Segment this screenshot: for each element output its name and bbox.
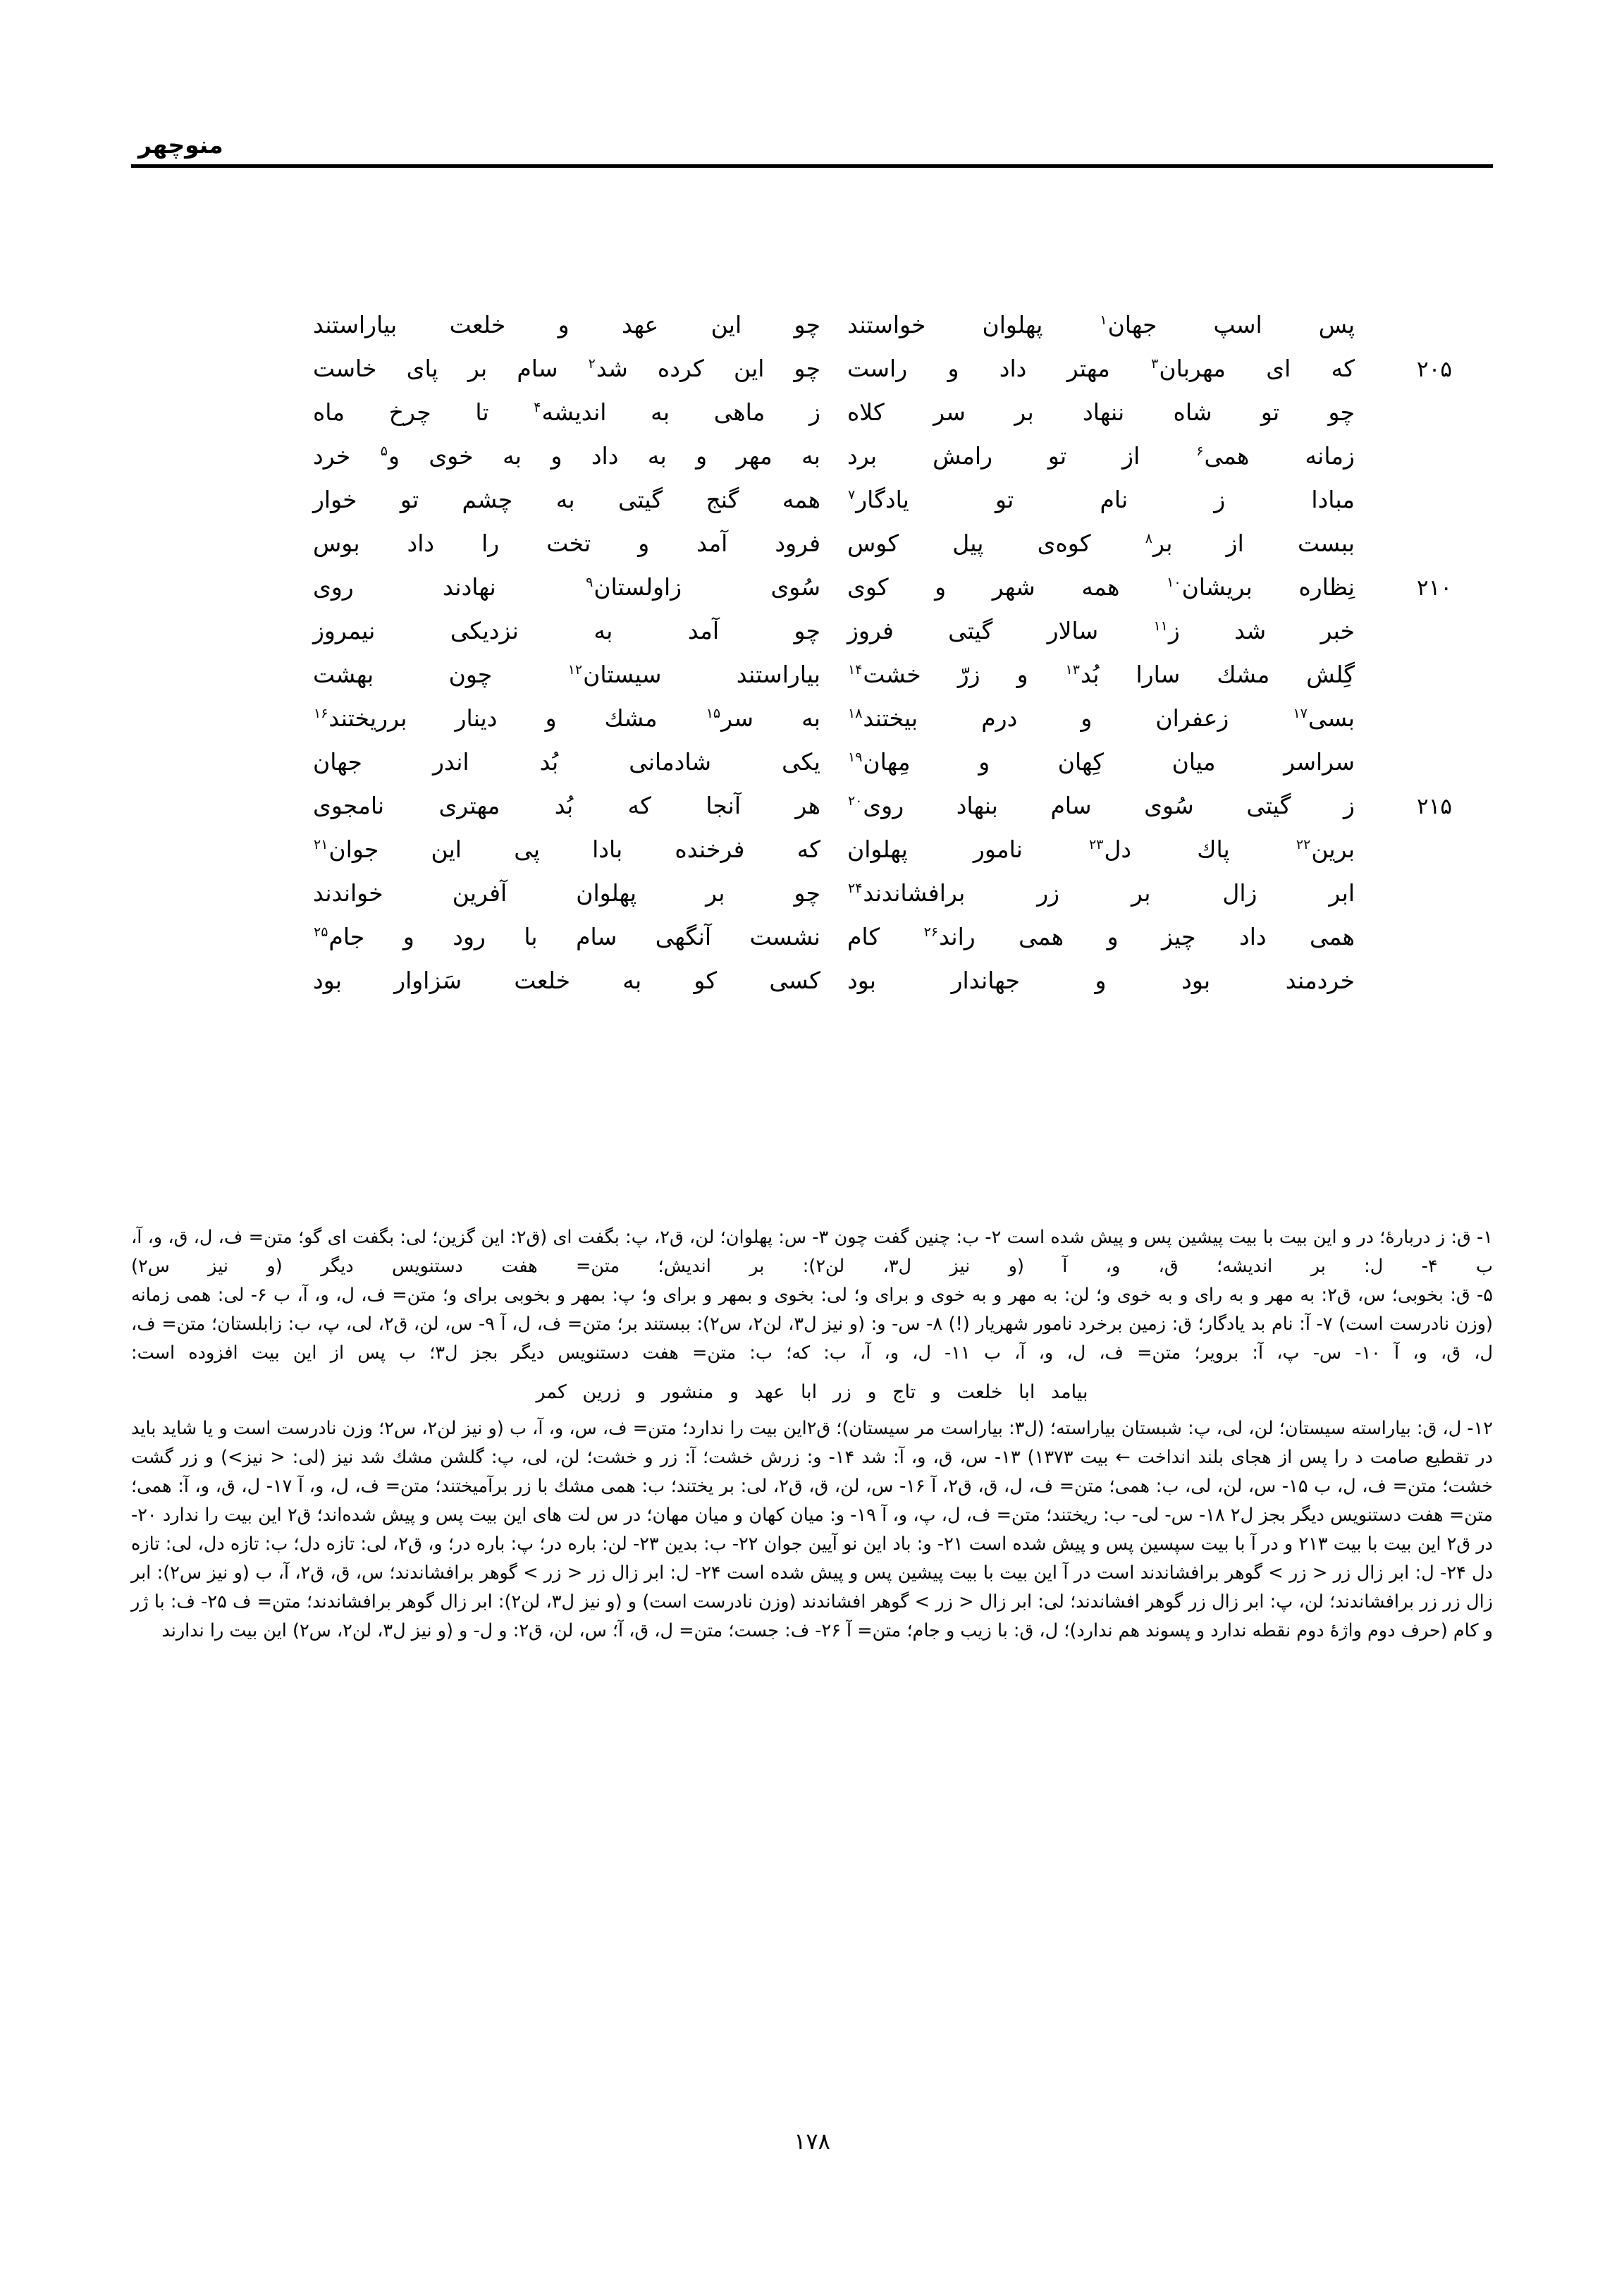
footnote-marker-b: ۲۳ <box>1089 837 1104 852</box>
footnote-marker: ۸ <box>1145 531 1153 546</box>
verse-line <box>211 959 1452 1003</box>
hemistich-left <box>820 740 1355 784</box>
verse-line <box>211 478 1452 522</box>
hemistich-right <box>313 347 820 391</box>
hemistich-left <box>820 871 1355 915</box>
hemistich-text: برین <box>1311 835 1355 863</box>
footnote-marker: ۱ <box>1100 312 1107 328</box>
footnote-marker: ۱۱ <box>1153 618 1168 634</box>
footnote-marker: ۲۲ <box>1296 837 1311 852</box>
verse-line <box>211 522 1452 565</box>
header-rule <box>131 164 1493 168</box>
hemistich-text-cont: سام بر پای خاست <box>313 355 588 382</box>
verse-line <box>211 434 1452 478</box>
hemistich-text: فرود آمد و تخت را داد بوس <box>313 529 820 557</box>
hemistich-right <box>313 565 820 609</box>
hemistich-right <box>313 478 820 522</box>
footnote-marker-end: ۲۱ <box>314 837 328 852</box>
footnote-marker-end: ۱۸ <box>848 706 863 721</box>
hemistich-text-cont: سالار گیتی فروز <box>847 617 1153 644</box>
folio-number: ۱۷۸ <box>794 2128 830 2155</box>
footnote-marker: ۶ <box>1196 443 1204 459</box>
verse-line <box>211 828 1452 871</box>
hemistich-text: ز ماهی به اندیشه <box>541 398 820 426</box>
hemistich-text-cont2: نامور پهلوان <box>847 835 1089 863</box>
hemistich-text: نشست آنگهی سام با رود و جام <box>328 923 820 950</box>
footnote-marker: ۲۶ <box>923 924 939 940</box>
hemistich-text: همه گنج گیتی به چشم تو خوار <box>313 486 820 513</box>
footnote-marker: ۱۲ <box>567 662 583 678</box>
hemistich-text: چو بر پهلوان آفرین خواندند <box>313 879 820 907</box>
hemistich-text-cont: مشك و دینار برریختند <box>328 704 706 732</box>
hemistich-text: همی داد چیز و همی راند <box>939 923 1355 950</box>
footnote-marker-end: ۱۹ <box>848 749 863 765</box>
verse-line <box>211 740 1452 784</box>
hemistich-left <box>820 434 1355 478</box>
hemistich-right <box>313 653 820 697</box>
hemistich-text: چو این عهد و خلعت بیاراستند <box>313 311 820 338</box>
hemistich-left <box>820 609 1355 653</box>
hemistich-left <box>820 303 1355 347</box>
hemistich-right <box>313 959 820 1003</box>
verse-line <box>211 391 1452 434</box>
verse-line <box>211 784 1452 828</box>
hemistich-text: سراسر میان کِهان و مِهان <box>863 748 1355 776</box>
footnote-marker: ۱۰ <box>1167 575 1181 590</box>
hemistich-left <box>820 915 1355 959</box>
hemistich-text-cont: خرد <box>313 442 380 470</box>
hemistich-left <box>820 391 1355 434</box>
hemistich-text-cont: همه شهر و کوی <box>847 573 1167 601</box>
hemistich-left <box>820 653 1355 697</box>
hemistich-text-cont: پهلوان خواستند <box>847 311 1100 338</box>
hemistich-text: ابر زال بر زر برافشاندند <box>863 879 1355 907</box>
footnote-marker: ۵ <box>380 443 388 459</box>
hemistich-left <box>820 478 1355 522</box>
hemistich-left <box>820 959 1355 1003</box>
hemistich-text-cont: کوه‌ی پیل کوس <box>847 529 1145 557</box>
hemistich-right <box>313 871 820 915</box>
hemistich-text-cont: از تو رامش برد <box>847 442 1196 470</box>
hemistich-right <box>313 522 820 565</box>
verse-line <box>211 303 1452 347</box>
hemistich-text: چو تو شاه ننهاد بر سر کلاه <box>847 398 1355 426</box>
hemistich-text: خبر شد ز <box>1168 617 1355 644</box>
hemistich-text: کسی کو به خلعت سَزاوار بود <box>313 967 820 994</box>
hemistich-text-cont: و زرّ خشت <box>863 661 1065 688</box>
running-head-title: منوچهر <box>138 131 223 159</box>
footnote-marker: ۱۵ <box>706 706 721 721</box>
hemistich-text-cont: پاك دل <box>1104 835 1296 863</box>
hemistich-left <box>820 522 1355 565</box>
hemistich-left <box>820 828 1355 871</box>
hemistich-text-cont: مهتر داد و راست <box>847 355 1151 382</box>
hemistich-text-cont: تا چرخ ماه <box>313 398 534 426</box>
hemistich-text: مبادا ز نام تو یادگار <box>856 486 1355 513</box>
hemistich-text: به سر <box>721 704 820 732</box>
hemistich-text: که فرخنده بادا پی این جوان <box>328 835 820 863</box>
hemistich-text: چو این کرده شد <box>596 355 820 382</box>
hemistich-right <box>313 434 820 478</box>
critical-apparatus <box>131 1223 1493 1646</box>
footnote-marker: ۱۳ <box>1065 662 1080 678</box>
hemistich-text-cont: كام <box>847 923 923 950</box>
hemistich-right <box>313 697 820 740</box>
verse-number: ۲۱۰ <box>1417 575 1452 601</box>
verse-block <box>211 303 1452 1003</box>
hemistich-text-cont: چون بهشت <box>313 661 567 688</box>
verse-number: ۲۱۵ <box>1417 794 1452 819</box>
hemistich-text: سُوی زاولستان <box>593 573 820 601</box>
hemistich-text: بیاراستند سیستان <box>583 661 820 688</box>
footnote-marker-end: ۲۴ <box>848 881 863 896</box>
hemistich-text: ببست از بر <box>1153 529 1355 557</box>
hemistich-text: که ای مهربان <box>1159 355 1355 382</box>
verse-line <box>211 653 1452 697</box>
hemistich-text: چو آمد به نزدیکی نیمروز <box>313 617 820 644</box>
verse-line <box>211 565 1452 609</box>
hemistich-left <box>820 565 1355 609</box>
footnote-marker-end: ۲۰ <box>848 793 863 809</box>
hemistich-text: پس اسپ جهان <box>1107 311 1355 338</box>
verse-number: ۲۰۵ <box>1417 357 1452 382</box>
hemistich-text: گِلش مشك سارا بُد <box>1080 661 1355 688</box>
hemistich-text-cont: نهادند روی <box>313 573 586 601</box>
apparatus-paragraph: ۱- ق: ز دربارهٔ؛ در و این بیت با بیت پیشین پس و پیش شده است ۲- ب: چنین گفت چون ۳- س: پهلوان؛ لن، ق۲، پ: بگفت ای (ق۲: این گزین؛ لی: بگفت ای گو؛ متن= ف، ل، ق، و، آ، ب ۴- ل: بر اندیشه؛ ق، و، آ (و نیز ل۳، لن۲): بر اندیش؛ متن= هفت دستنویس دیگر (و نیز س۲) <box>131 1227 1493 1277</box>
footnote-marker: ۳ <box>1151 356 1159 372</box>
hemistich-right <box>313 784 820 828</box>
footnote-marker: ۷ <box>848 487 856 503</box>
hemistich-text: ز گیتی سُوی سام بنهاد روی <box>863 792 1355 819</box>
footnote-marker: ۴ <box>534 400 541 415</box>
inserted-verse: بیامد ابا خلعت و تاج و زر ابا عهد و منشور و زرین کمر <box>536 1381 1088 1403</box>
hemistich-left <box>820 697 1355 740</box>
hemistich-text: بسی <box>1308 704 1355 732</box>
verse-line <box>211 697 1452 740</box>
verse-line <box>211 871 1452 915</box>
hemistich-right <box>313 828 820 871</box>
footnote-marker-end: ۱۶ <box>314 706 328 721</box>
hemistich-right <box>313 740 820 784</box>
apparatus-paragraph: ۵- ق: بخوبی؛ س، ق۲: به مهر و به رای و به خوی و؛ لن: به مهر و به خوی و برای و؛ لی: بخوی و بمهر و برای و؛ پ: بمهر و بخوبی برای و؛ متن= ف، ل، و، آ، ب ۶- لی: همی زمانه (وزن نادرست است) ۷- آ: نام بد یادگار؛ ق: زمین برخرد نامور شهریار (!) ۸- س- و: (و نیز ل۳، لن۲، س۲): ببستند بر؛ متن= ف، ل، آ ۹- س، لن، ق۲، لی، پ، ب: زابلستان؛ متن= ف، ل، ق، و، آ ۱۰- س- پ، آ: برویر؛ متن= ف، ل، و، آ، ب ۱۱- ل، و، آ، ب: که؛ ب: متن= هفت دستنویس دیگر بجز ل۳؛ ب پس از این بیت افزوده است: <box>131 1285 1493 1364</box>
verse-line <box>211 347 1452 391</box>
apparatus-paragraph: ۱۲- ل، ق: بیاراسته سیستان؛ لن، لی، پ: شبستان بیاراسته؛ (ل۳: بیاراست مر سیستان)؛ ق۲این بیت را ندارد؛ متن= ف، س، و، آ، ب (و نیز لن۲، س۲؛ وزن نادرست است و یا شاید باید در تقطیع صامت د را پس از هجای بلند انداخت ← بیت ۱۳۷۳) ۱۳- س، ق، و، آ: شد ۱۴- و: زرش خشت؛ آ: زر و خشت؛ لن، لی، پ: گلشن مشك شد نیز (لی: < نیز>) و زر گشت خشت؛ متن= ف، ل، ب ۱۵- س، لن، لی، ب: همی؛ متن= ف، ل، ق، ق۲، آ ۱۶- س، لن، ق، ق۲، لی: بر یختند؛ ب: همی مشك با زر برآمیختند؛ متن= ف، ل، و، آ ۱۷- ل، ق، و، آ: همی؛ متن= هفت دستنویس دیگر بجز ل۲ ۱۸- س- لی- ب: ریختند؛ متن= ف، ل، پ، و، آ ۱۹- و: میان کهان و میان مهان؛ در س لت های این بیت پس و پیش شده‌اند؛ ق۲ این بیت را ندارد ۲۰- در ق۲ این بیت با بیت ۲۱۳ و در آ با بیت سپسین پس و پیش شده است ۲۱- و: باد این نو آیین جوان ۲۲- ب: بدین ۲۳- لن: باره در؛ پ: باره در؛ و، ق۲، لی: تازه دل؛ ب: تازه دل، لی: تازه دل ۲۴- ل: ابر زال زر < زر > گوهر برافشاندند است در آ این بیت با بیت پیشین پس و پیش شده است ۲۴- ل: ابر زال زر < زر > گوهر برافشاندند؛ س، ق، ق۲، آ، ب (و نیز س۲): ابر زال زر زر برافشاندند؛ لن، پ: ابر زال زر گوهر افشاندند؛ لی: ابر زال < زر > گوهر افشاندند (وزن نادرست است) و (و نیز ل۳، لن۲): ابر زال گوهر برافشاندند؛ متن= ف ۲۵- ف: با ژر و کام (حرف دوم واژهٔ دوم نقطه ندارد و پسوند هم ندارد)؛ ل، ق: با زیب و جام؛ متن= آ ۲۶- ف: جست؛ متن= ل، ق، آ؛ س، لن، ق۲: و ل- و (و نیز ل۳، لن۲، س۲) این بیت را ندارند <box>131 1418 1494 1641</box>
hemistich-right <box>313 303 820 347</box>
hemistich-text: یکی شادمانی بُد اندر جهان <box>313 748 820 776</box>
hemistich-text: به مهر و به داد و به خوی و <box>388 442 820 470</box>
hemistich-text: خردمند بود و جهاندار بود <box>847 967 1355 994</box>
hemistich-right <box>313 915 820 959</box>
hemistich-text-cont: زعفران و درم بیختند <box>863 704 1293 732</box>
hemistich-right <box>313 391 820 434</box>
hemistich-text: نِظاره بریشان <box>1181 573 1355 601</box>
footnote-marker: ۲ <box>588 356 596 372</box>
running-head-area <box>131 131 1493 185</box>
hemistich-left <box>820 347 1355 391</box>
hemistich-left <box>820 784 1355 828</box>
verse-line <box>211 915 1452 959</box>
hemistich-text: زمانه همی <box>1204 442 1355 470</box>
verse-line <box>211 609 1452 653</box>
footnote-marker-end: ۱۴ <box>848 662 863 678</box>
hemistich-right <box>313 609 820 653</box>
footnote-marker: ۱۷ <box>1293 706 1308 721</box>
hemistich-text: هر آنجا که بُد مهتری نامجوی <box>313 792 820 819</box>
footnote-marker: ۹ <box>586 575 593 590</box>
footnote-marker-end: ۲۵ <box>314 924 328 940</box>
